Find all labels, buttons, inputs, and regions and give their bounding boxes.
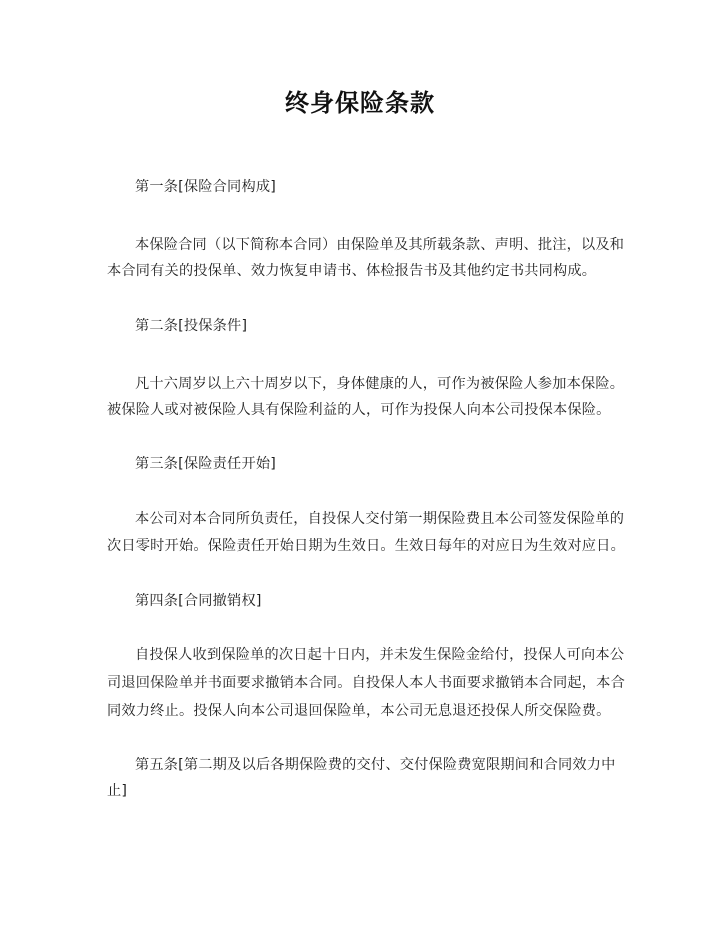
paragraph-line: 本保险合同（以下简称本合同）由保险单及其所载条款、声明、批注，以及和 (135, 237, 625, 253)
section-heading: 第一条[保险合同构成] (135, 179, 276, 195)
paragraph-line: 司退回保险单并书面要求撤销本合同。自投保人本人书面要求撤销本合同起，本合 (107, 675, 625, 691)
paragraph-line: 被保险人或对被保险人具有保险利益的人，可作为投保人向本公司投保本保险。 (107, 402, 611, 418)
section-heading: 第三条[保险责任开始] (135, 456, 276, 472)
section-heading: 第五条[第二期及以后各期保险费的交付、交付保险费宽限期间和合同效力中 (135, 757, 616, 773)
paragraph-line: 本合同有关的投保单、效力恢复申请书、体检报告书及其他约定书共同构成。 (107, 263, 597, 279)
section-heading: 第四条[合同撤销权] (135, 593, 262, 609)
paragraph-line: 本公司对本合同所负责任，自投保人交付第一期保险费且本公司签发保险单的 (135, 511, 625, 527)
paragraph-line: 凡十六周岁以上六十周岁以下，身体健康的人，可作为被保险人参加本保险。 (135, 376, 625, 392)
document-title: 终身保险条款 (285, 89, 435, 117)
paragraph-line: 自投保人收到保险单的次日起十日内，并未发生保险金给付，投保人可向本公 (135, 647, 625, 663)
paragraph-line: 同效力终止。投保人向本公司退回保险单，本公司无息退还投保人所交保险费。 (107, 703, 611, 719)
paragraph-line: 次日零时开始。保险责任开始日期为生效日。生效日每年的对应日为生效对应日。 (107, 538, 625, 554)
section-heading: 第二条[投保条件] (135, 318, 248, 334)
section-heading-continuation: 止] (107, 783, 128, 799)
